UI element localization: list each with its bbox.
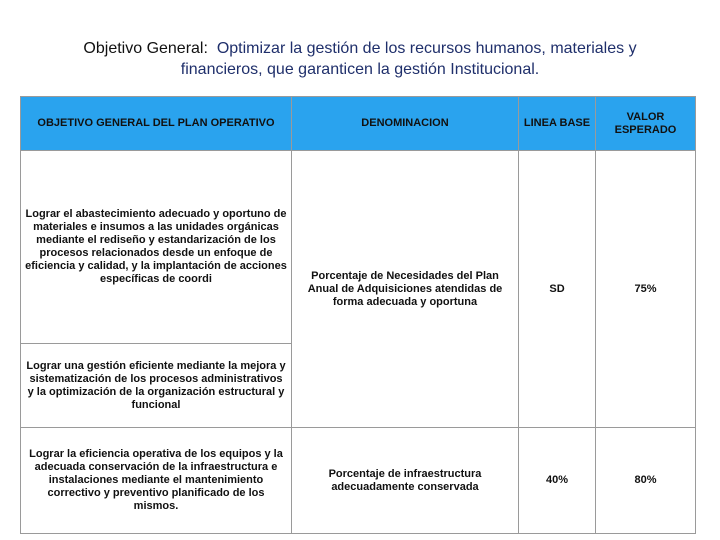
heading-text-2: financieros, que garanticen la gestión Institucional. — [180, 61, 540, 78]
valor-esperado-cell: 80% — [596, 428, 696, 534]
table-header-row — [21, 97, 696, 151]
slide-heading — [0, 38, 720, 80]
objectives-table — [20, 96, 696, 534]
linea-base-cell: SD — [519, 151, 596, 428]
heading-line-1 — [0, 38, 720, 59]
valor-esperado-cell: 75% — [596, 151, 696, 428]
heading-label: Objetivo General: — [83, 40, 208, 57]
objective-cell: Lograr una gestión eficiente mediante la mejora y sistematización de los procesos administrativos y la optimización de la organización estructural y funcional — [21, 344, 292, 428]
header-valor-esperado: VALOR ESPERADO — [596, 97, 696, 151]
header-objetivo: OBJETIVO GENERAL DEL PLAN OPERATIVO — [21, 97, 292, 151]
denominacion-cell: Porcentaje de infraestructura adecuadamente conservada — [292, 428, 519, 534]
linea-base-cell: 40% — [519, 428, 596, 534]
table-row — [21, 151, 696, 344]
header-denominacion: DENOMINACION — [292, 97, 519, 151]
objective-cell: Lograr la eficiencia operativa de los equipos y la adecuada conservación de la infraestructura e instalaciones mediante el mantenimiento correctivo y preventivo planificado de los mismos. — [21, 428, 292, 534]
header-linea-base: LINEA BASE — [519, 97, 596, 151]
heading-text-1: Optimizar la gestión de los recursos humanos, materiales y — [216, 40, 637, 57]
table-row — [21, 428, 696, 534]
denominacion-cell: Porcentaje de Necesidades del Plan Anual de Adquisiciones atendidas de forma adecuada y oportuna — [292, 151, 519, 428]
objective-cell: Lograr el abastecimiento adecuado y oportuno de materiales e insumos a las unidades orgánicas mediante el rediseño y estandarización de los procesos relacionados desde un enfoque de eficiencia y calidad, y la implantación de acciones específicas de coordi — [21, 151, 292, 344]
